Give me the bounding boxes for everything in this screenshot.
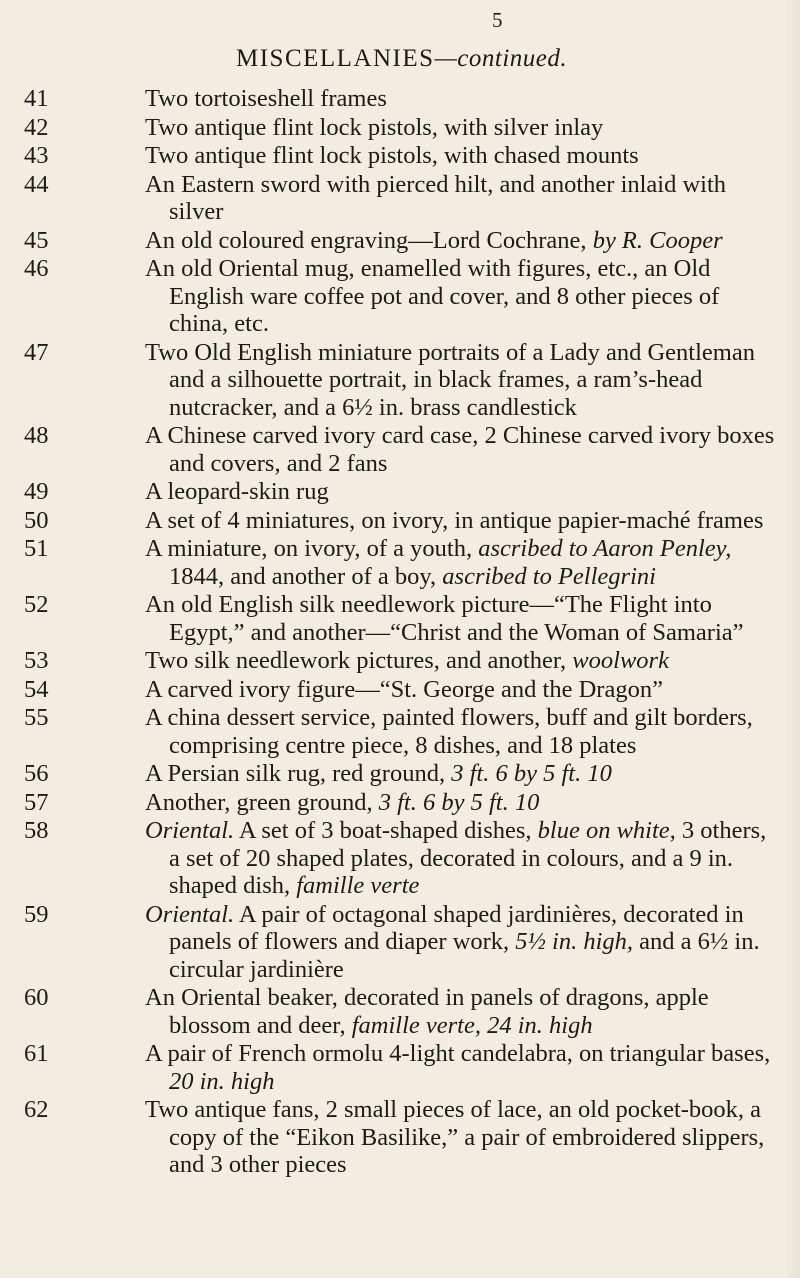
lot-text: Two silk needlework pictures, and another, — [145, 647, 573, 674]
lot-number: 45 — [24, 226, 49, 254]
lot-description — [145, 760, 781, 788]
lot-text: Oriental. — [145, 817, 235, 844]
lot-text: A pair of octagonal shaped jardinières, decorated in panels of flowers and diaper work, — [169, 900, 744, 955]
lot-text: A Chinese carved ivory card case, 2 Chinese carved ivory boxes and covers, and 2 fans — [145, 422, 775, 477]
lot-number: 54 — [24, 675, 49, 703]
lot-text: 1844, and another of a boy, — [169, 562, 443, 590]
lot-text: by R. Cooper — [592, 226, 723, 254]
lot-entry — [0, 704, 800, 759]
page-edge — [786, 0, 800, 1278]
lot-description — [145, 227, 781, 255]
lot-text: famille verte — [296, 872, 420, 899]
lot-entry — [0, 114, 800, 142]
lot-text: An old Oriental mug, enamelled with figures, etc., an Old English ware coffee pot and cover, and 8 other pieces of china, etc. — [145, 255, 720, 337]
lot-number: 43 — [24, 142, 49, 169]
lot-description — [145, 142, 781, 170]
lot-text: A Persian silk rug, red ground, — [145, 760, 452, 787]
lot-number: 59 — [24, 900, 49, 928]
lot-text: A pair of French ormolu 4-light candelabra, on triangular bases, — [145, 1040, 771, 1067]
section-heading — [236, 45, 567, 73]
lot-entry — [0, 901, 800, 984]
lot-entry — [0, 789, 800, 817]
lot-text: Another, green ground, — [145, 788, 379, 816]
lot-text: Two Old English miniature portraits of a Lady and Gentleman and a silhouette portrait, in black frames, a ram’s-head nutcracker, and a 6½ in. brass candlestick — [145, 338, 755, 421]
lot-text: Two tortoiseshell frames — [145, 85, 387, 112]
lot-text: Two antique fans, 2 small pieces of lace, an old pocket-book, a copy of the “Eikon Basilike,” a pair of embroidered slippers, and 3 other pieces — [145, 1096, 765, 1178]
lot-number: 61 — [24, 1040, 49, 1067]
lot-description — [145, 676, 781, 704]
lot-text: A leopard-skin rug — [145, 478, 329, 505]
lot-number: 49 — [24, 478, 49, 505]
lot-text: A carved ivory figure—“St. George and the Dragon” — [145, 675, 663, 703]
lot-list — [0, 85, 800, 1180]
lot-entry — [0, 142, 800, 170]
lot-text: 5½ in. high, — [515, 928, 634, 955]
lot-number: 48 — [24, 422, 49, 449]
lot-entry — [0, 171, 800, 226]
lot-text: 3 ft. 6 by 5 ft. 10 — [378, 788, 540, 816]
lot-description — [145, 984, 781, 1039]
lot-number: 60 — [24, 984, 49, 1011]
lot-number: 44 — [24, 170, 49, 198]
lot-description — [145, 114, 781, 142]
lot-number: 53 — [24, 647, 49, 674]
lot-text: A set of 4 miniatures, on ivory, in antique papier-maché frames — [145, 506, 764, 534]
lot-number: 57 — [24, 788, 49, 816]
lot-number: 47 — [24, 338, 49, 366]
lot-number: 62 — [24, 1096, 49, 1123]
lot-text: ascribed to Aaron Penley, — [478, 535, 732, 562]
lot-entry — [0, 647, 800, 675]
lot-entry — [0, 1096, 800, 1179]
lot-entry — [0, 227, 800, 255]
lot-text: 3 ft. 6 by 5 ft. 10 — [451, 760, 612, 787]
lot-description — [145, 817, 781, 900]
lot-number: 56 — [24, 760, 49, 787]
lot-description — [145, 789, 781, 817]
heading-continued: —continued. — [434, 45, 568, 72]
lot-entry — [0, 676, 800, 704]
lot-description — [145, 901, 781, 984]
lot-text: blue on white, — [537, 817, 676, 844]
lot-text: Two antique flint lock pistols, with silver inlay — [145, 113, 604, 141]
lot-description — [145, 507, 781, 535]
lot-number: 52 — [24, 591, 49, 618]
lot-text: A set of 3 boat-shaped dishes, — [234, 817, 538, 844]
lot-number: 42 — [24, 113, 49, 141]
lot-text: and a 6½ in. circular jardinière — [169, 928, 760, 983]
lot-description — [145, 535, 781, 590]
lot-number: 51 — [24, 535, 49, 562]
lot-entry — [0, 535, 800, 590]
lot-text: A china dessert service, painted flowers, buff and gilt borders, comprising centre piece, 8 dishes, and 18 plates — [145, 704, 753, 759]
lot-text: An Oriental beaker, decorated in panels of dragons, apple blossom and deer, — [145, 984, 709, 1039]
lot-text: An old English silk needlework picture—“The Flight into Egypt,” and another—“Christ and the Woman of Samaria” — [145, 591, 744, 646]
lot-text: famille verte, 24 in. high — [351, 1011, 593, 1039]
lot-description — [145, 1040, 781, 1095]
lot-number: 46 — [24, 255, 49, 282]
lot-description — [145, 85, 781, 113]
lot-entry — [0, 760, 800, 788]
lot-text: A miniature, on ivory, of a youth, — [145, 535, 479, 562]
lot-description — [145, 1096, 781, 1179]
lot-description — [145, 255, 781, 338]
lot-entry — [0, 507, 800, 535]
heading-main: MISCELLANIES — [236, 45, 435, 72]
lot-description — [145, 339, 781, 422]
lot-entry — [0, 591, 800, 646]
lot-description — [145, 704, 781, 759]
lot-number: 41 — [24, 85, 49, 112]
lot-entry — [0, 1040, 800, 1095]
lot-text: Oriental. — [145, 900, 235, 928]
lot-text: woolwork — [572, 647, 669, 674]
page-number: 5 — [492, 8, 503, 32]
lot-text: ascribed to Pellegrini — [442, 562, 656, 590]
lot-description — [145, 647, 781, 675]
lot-number: 55 — [24, 704, 49, 731]
lot-entry — [0, 255, 800, 338]
lot-description — [145, 171, 781, 226]
lot-entry — [0, 817, 800, 900]
lot-entry — [0, 85, 800, 113]
lot-text: 3 others, a set of 20 shaped plates, decorated in colours, and a 9 in. shaped dish, — [169, 817, 767, 899]
lot-description — [145, 422, 781, 477]
lot-text: An Eastern sword with pierced hilt, and another inlaid with silver — [145, 170, 727, 225]
lot-text: Two antique flint lock pistols, with chased mounts — [145, 142, 639, 169]
lot-entry — [0, 422, 800, 477]
lot-description — [145, 478, 781, 506]
lot-text: An old coloured engraving—Lord Cochrane, — [145, 226, 593, 254]
lot-number: 50 — [24, 506, 49, 534]
lot-number: 58 — [24, 817, 49, 844]
lot-entry — [0, 478, 800, 506]
lot-description — [145, 591, 781, 646]
lot-entry — [0, 339, 800, 422]
lot-entry — [0, 984, 800, 1039]
lot-text: 20 in. high — [169, 1067, 275, 1095]
